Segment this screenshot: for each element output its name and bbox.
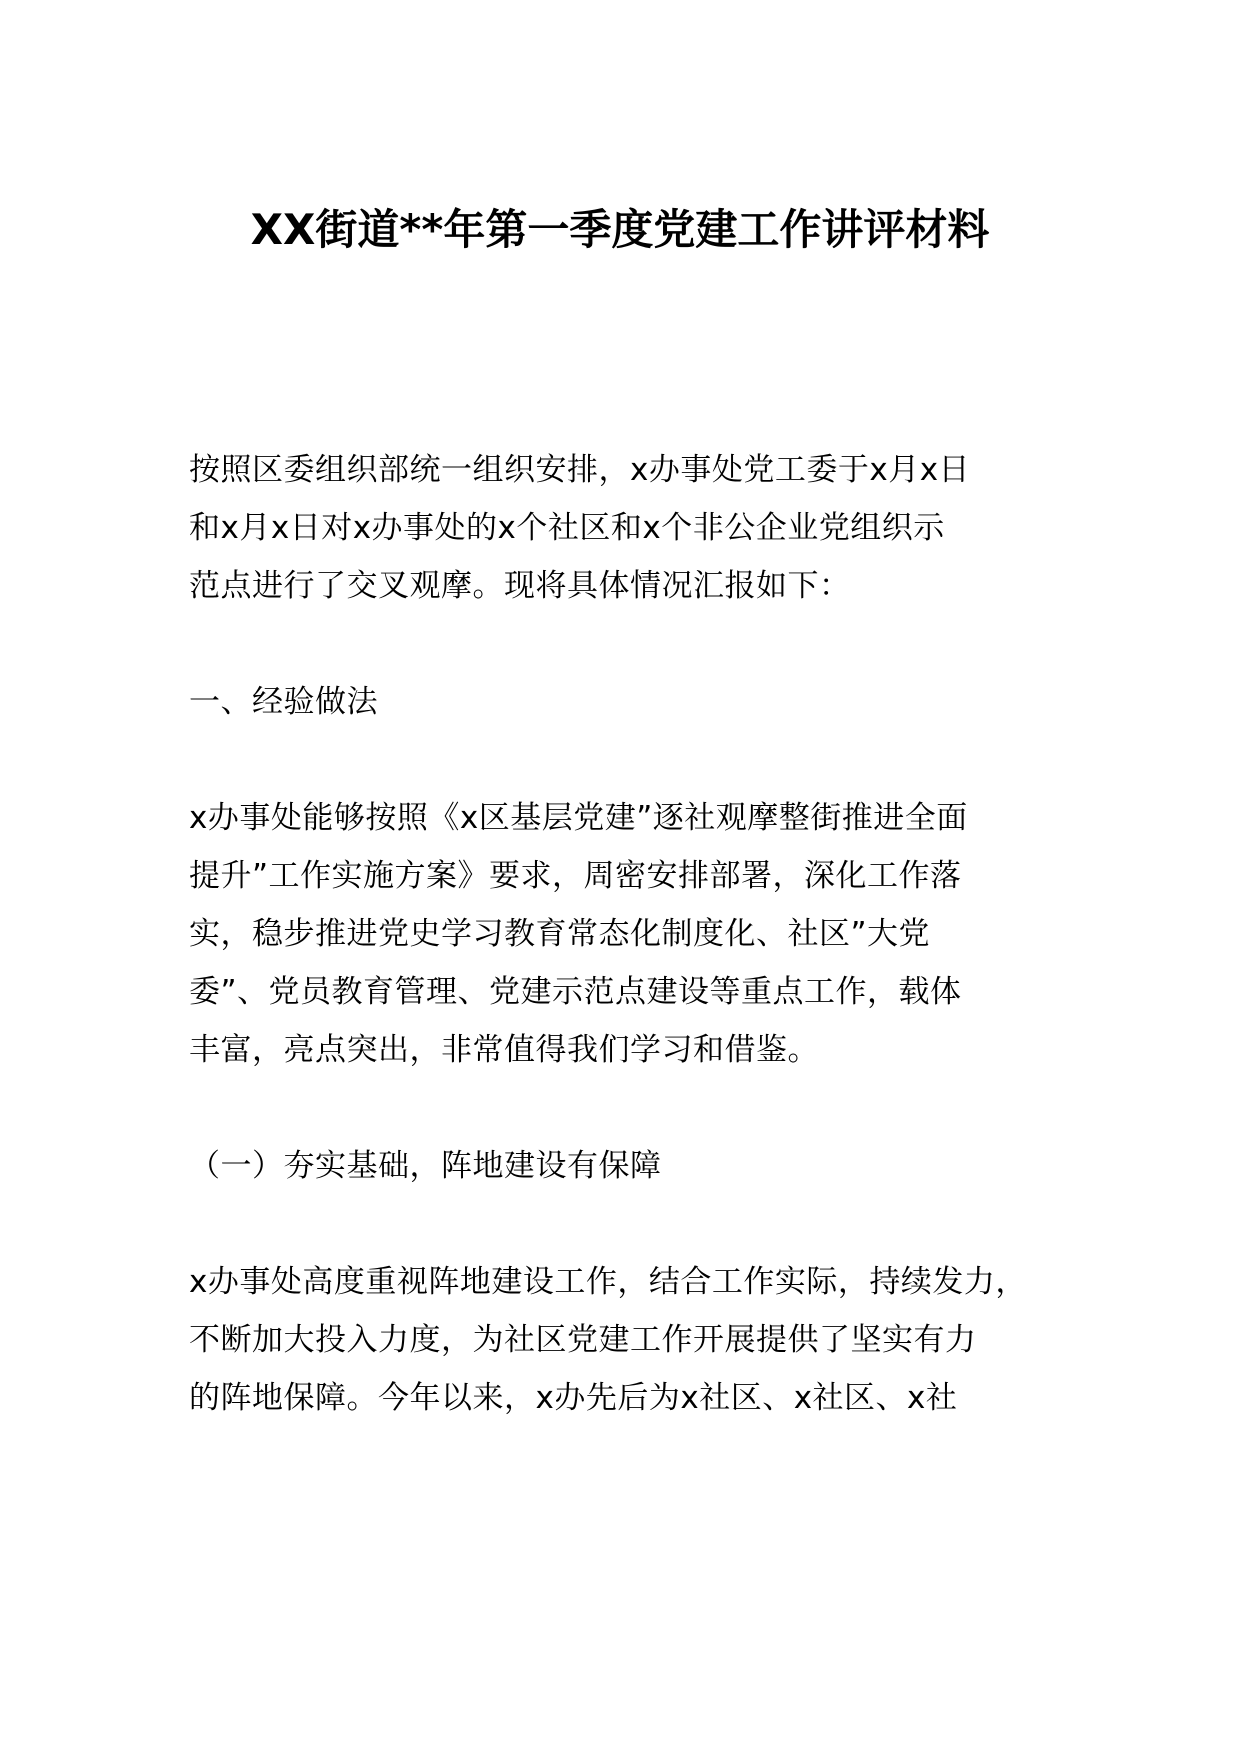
subsection-heading-foundation: （一）夯实基础，阵地建设有保障 (189, 1148, 662, 1184)
paragraph-intro-line-3: 范点进行了交叉观摩。现将具体情况汇报如下： (189, 568, 851, 604)
paragraph-intro-line-2: 和x月x日对x办事处的x个社区和x个非公企业党组织示 (189, 510, 945, 546)
paragraph-intro-line-1: 按照区委组织部统一组织安排，x办事处党工委于x月x日 (189, 452, 971, 488)
section-heading-experience: 一、经验做法 (189, 684, 378, 720)
paragraph-experience-line-4: 委”、党员教育管理、党建示范点建设等重点工作，载体 (189, 974, 962, 1010)
paragraph-experience-line-5: 丰富，亮点突出，非常值得我们学习和借鉴。 (189, 1032, 819, 1068)
paragraph-foundation-line-3: 的阵地保障。今年以来，x办先后为x社区、x社区、x社 (189, 1380, 958, 1416)
paragraph-experience-line-1: x办事处能够按照《x区基层党建”逐社观摩整街推进全面 (189, 800, 968, 836)
paragraph-experience-line-3: 实，稳步推进党史学习教育常态化制度化、社区”大党 (189, 916, 931, 952)
paragraph-foundation-line-2: 不断加大投入力度，为社区党建工作开展提供了坚实有力 (189, 1322, 977, 1358)
paragraph-foundation-line-1: x办事处高度重视阵地建设工作，结合工作实际，持续发力， (189, 1264, 1027, 1300)
paragraph-experience-line-2: 提升”工作实施方案》要求，周密安排部署，深化工作落 (189, 858, 962, 894)
document-title: XX街道**年第一季度党建工作讲评材料 (250, 205, 990, 254)
